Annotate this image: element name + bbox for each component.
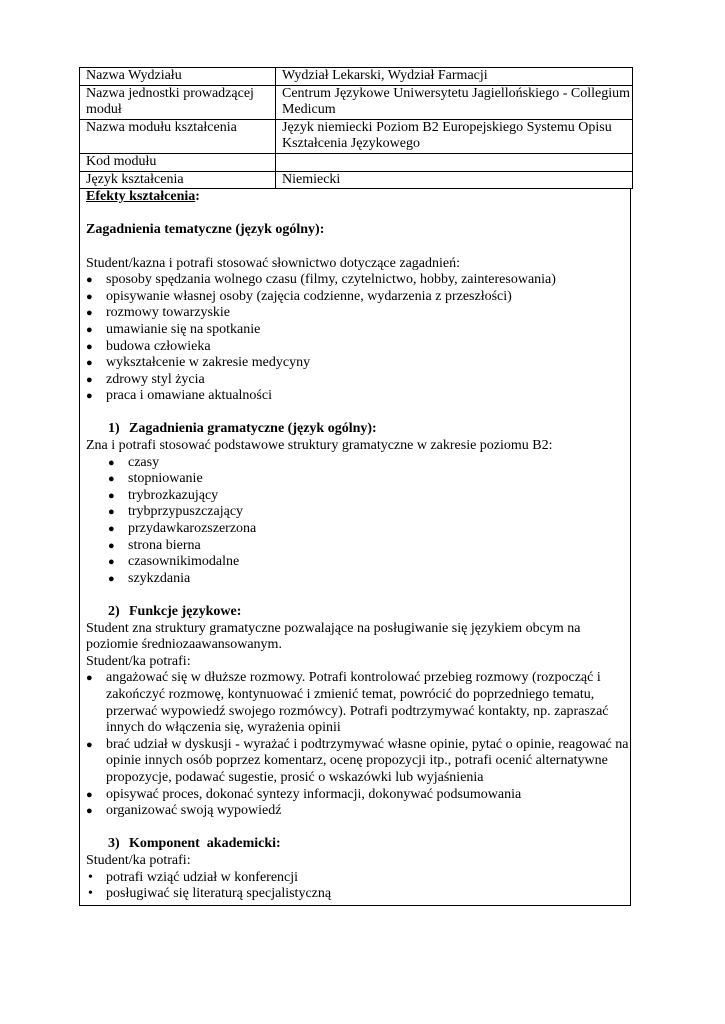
table-row bbox=[80, 119, 633, 153]
list-item: ● opisywanie własnej osoby (zajęcia codzienne, wydarzenia z przeszłości) bbox=[86, 289, 630, 306]
row-value bbox=[276, 153, 633, 171]
list-item: ● szykzdania bbox=[86, 571, 630, 588]
list-item: ● organizować swoją wypowiedź bbox=[86, 803, 630, 820]
list-item: ● rozmowy towarzyskie bbox=[86, 305, 630, 322]
functions-list bbox=[86, 670, 630, 819]
learning-outcomes-section bbox=[79, 189, 631, 906]
functions-intro-2: Student/ka potrafi: bbox=[86, 653, 191, 669]
list-item: ● praca i omawiane aktualności bbox=[86, 388, 630, 405]
list-item: ● wykształcenie w zakresie medycyny bbox=[86, 355, 630, 372]
academic-intro: Student/ka potrafi: bbox=[86, 852, 191, 868]
module-info-table bbox=[79, 67, 633, 189]
document-page bbox=[79, 67, 631, 906]
list-item: • potrafi wziąć udział w konferencji bbox=[86, 870, 630, 887]
list-item: ● przydawkarozszerzona bbox=[86, 521, 630, 538]
table-row bbox=[80, 153, 633, 171]
list-item: ● trybprzypuszczający bbox=[86, 504, 630, 521]
topics-intro: Student/kazna i potrafi stosować słownictwo dotyczące zagadnień: bbox=[86, 255, 460, 271]
academic-list bbox=[86, 870, 630, 903]
grammar-heading: 1) Zagadnienia gramatyczne (język ogólny): bbox=[108, 421, 377, 437]
list-item: ● budowa człowieka bbox=[86, 339, 630, 356]
list-item: ● zdrowy styl życia bbox=[86, 372, 630, 389]
list-item: ● czasownikimodalne bbox=[86, 554, 630, 571]
topics-heading: Zagadnienia tematyczne (język ogólny): bbox=[86, 222, 325, 238]
list-item: ● strona bierna bbox=[86, 538, 630, 555]
grammar-intro: Zna i potrafi stosować podstawowe struktury gramatyczne w zakresie poziomu B2: bbox=[86, 438, 553, 454]
list-item: ● angażować się w dłuższe rozmowy. Potrafi kontrolować przebieg rozmowy (rozpocząć i zakończyć rozmowę, kontynuować i zmienić temat, powrócić do poprzedniego tematu, przerwać wypowiedź swojego rozmówcy). Potrafi podtrzymywać kontakty, np. zapraszać innych do włączenia się, wyrażenia opinii bbox=[86, 670, 630, 736]
table-row bbox=[80, 171, 633, 189]
topics-list bbox=[86, 272, 630, 405]
functions-heading: 2) Funkcje językowe: bbox=[108, 604, 242, 619]
row-label: Język kształcenia bbox=[80, 171, 276, 189]
row-label: Nazwa Wydziału bbox=[80, 68, 276, 86]
list-item: ● czasy bbox=[86, 455, 630, 472]
list-item: ● sposoby spędzania wolnego czasu (filmy, czytelnictwo, hobby, zainteresowania) bbox=[86, 272, 630, 289]
row-value: Wydział Lekarski, Wydział Farmacji bbox=[276, 68, 633, 86]
table-row bbox=[80, 85, 633, 119]
row-label: Kod modułu bbox=[80, 153, 276, 171]
row-value: Język niemiecki Poziom B2 Europejskiego Systemu Opisu Kształcenia Językowego bbox=[276, 119, 633, 153]
efekty-heading: Efekty kształcenia: bbox=[86, 189, 200, 205]
list-item: ● brać udział w dyskusji - wyrażać i podtrzymywać własne opinie, pytać o opinie, reagować na opinie innych osób poprzez komentarz, ocenę propozycji itp., potrafi ocenić alternatywne propozycje, podawać sugestie, prosić o wskazówki lub wyjaśnienia bbox=[86, 737, 630, 787]
grammar-list bbox=[86, 455, 630, 588]
functions-intro: Student zna struktury gramatyczne pozwalające na posługiwanie się językiem obcym na poziomie średniozaawansowanym. bbox=[86, 620, 581, 653]
list-item: ● opisywać proces, dokonać syntezy informacji, dokonywać podsumowania bbox=[86, 787, 630, 804]
row-label: Nazwa jednostki prowadzącej moduł bbox=[80, 85, 276, 119]
row-value: Centrum Językowe Uniwersytetu Jagiellońskiego - Collegium Medicum bbox=[276, 85, 633, 119]
list-item: • posługiwać się literaturą specjalistyczną bbox=[86, 886, 630, 903]
academic-heading: 3) Komponent akademicki: bbox=[108, 836, 281, 852]
row-value: Niemiecki bbox=[276, 171, 633, 189]
list-item: ● stopniowanie bbox=[86, 471, 630, 488]
list-item: ● umawianie się na spotkanie bbox=[86, 322, 630, 339]
list-item: ● trybrozkazujący bbox=[86, 488, 630, 505]
table-row bbox=[80, 68, 633, 86]
row-label: Nazwa modułu kształcenia bbox=[80, 119, 276, 153]
